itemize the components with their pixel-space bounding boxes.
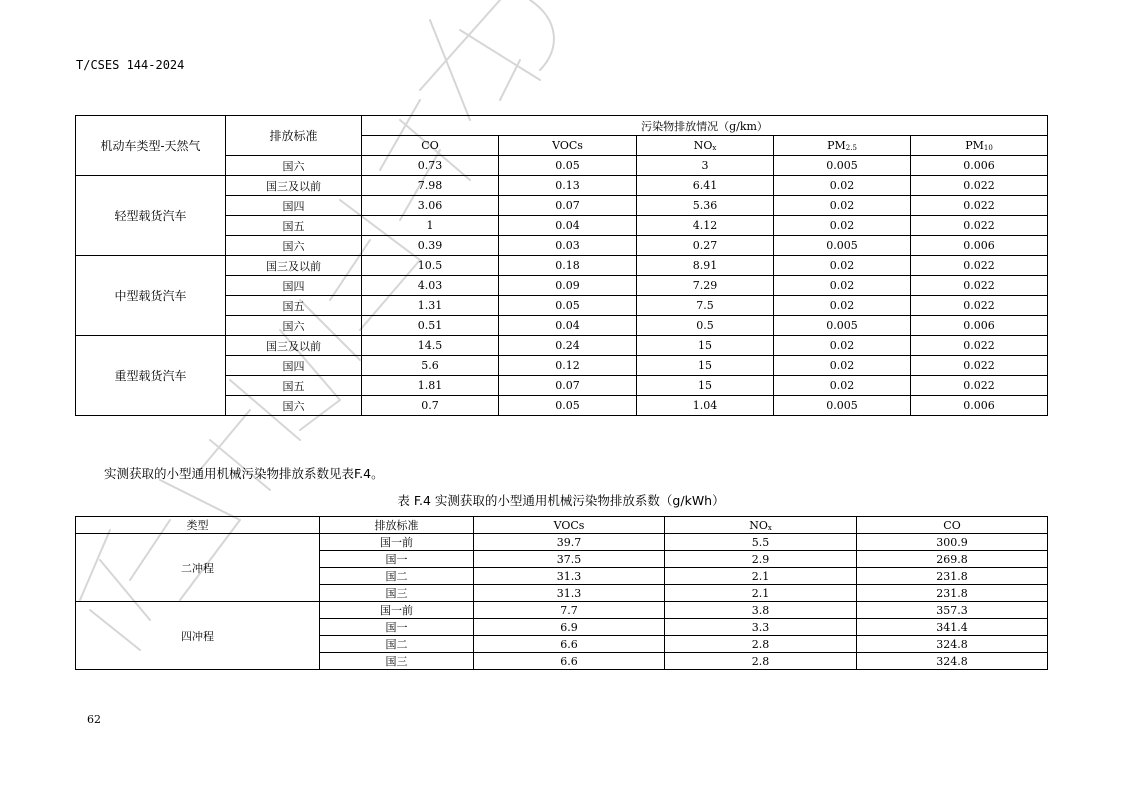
value-cell: 3 [637,156,774,176]
value-cell: 0.73 [362,156,499,176]
value-cell: 0.022 [911,256,1048,276]
value-cell: 1.31 [362,296,499,316]
value-cell: 0.005 [774,396,911,416]
standard-cell: 国五 [226,296,362,316]
value-cell: 0.39 [362,236,499,256]
header-vocs: VOCs [499,136,637,156]
standard-cell: 国六 [226,156,362,176]
value-cell: 6.41 [637,176,774,196]
value-cell: 0.022 [911,276,1048,296]
value-cell: 31.3 [474,568,665,585]
standard-cell: 国二 [320,636,474,653]
header-vocs: VOCs [474,517,665,534]
standard-cell: 国一 [320,551,474,568]
standard-cell: 国四 [226,196,362,216]
value-cell: 7.98 [362,176,499,196]
standard-cell: 国五 [226,216,362,236]
standard-cell: 国六 [226,316,362,336]
engine-type-cell: 二冲程 [76,534,320,602]
value-cell: 300.9 [857,534,1048,551]
value-cell: 0.006 [911,236,1048,256]
value-cell: 6.9 [474,619,665,636]
standard-cell: 国一前 [320,534,474,551]
header-standard: 排放标准 [320,517,474,534]
value-cell: 4.03 [362,276,499,296]
value-cell: 15 [637,376,774,396]
value-cell: 2.8 [665,653,857,670]
value-cell: 0.02 [774,216,911,236]
value-cell: 0.13 [499,176,637,196]
value-cell: 0.02 [774,196,911,216]
value-cell: 7.7 [474,602,665,619]
value-cell: 0.04 [499,316,637,336]
header-co: CO [857,517,1048,534]
header-emission-group: 污染物排放情况（g/km） [362,116,1048,136]
value-cell: 0.02 [774,336,911,356]
value-cell: 0.02 [774,256,911,276]
value-cell: 0.022 [911,216,1048,236]
value-cell: 7.29 [637,276,774,296]
value-cell: 0.07 [499,376,637,396]
intro-paragraph: 实测获取的小型通用机械污染物排放系数见表F.4。 [104,466,384,481]
header-vehicle-type: 机动车类型-天然气 [76,116,226,176]
value-cell: 0.02 [774,376,911,396]
value-cell: 2.8 [665,636,857,653]
value-cell: 0.02 [774,276,911,296]
value-cell: 0.022 [911,376,1048,396]
value-cell: 0.03 [499,236,637,256]
value-cell: 0.02 [774,176,911,196]
vehicle-type-cell: 重型载货汽车 [76,336,226,416]
value-cell: 7.5 [637,296,774,316]
value-cell: 357.3 [857,602,1048,619]
value-cell: 1.04 [637,396,774,416]
value-cell: 231.8 [857,568,1048,585]
pm10-sub: 10 [983,144,993,152]
nox-sub: x [767,523,772,532]
header-co: CO [362,136,499,156]
standard-cell: 国三 [320,653,474,670]
value-cell: 341.4 [857,619,1048,636]
standard-cell: 国三及以前 [226,176,362,196]
value-cell: 31.3 [474,585,665,602]
table-caption: 表 F.4 实测获取的小型通用机械污染物排放系数（g/kWh） [397,493,725,508]
standard-cell: 国三及以前 [226,256,362,276]
value-cell: 0.12 [499,356,637,376]
value-cell: 0.005 [774,156,911,176]
value-cell: 324.8 [857,636,1048,653]
engine-type-cell: 四冲程 [76,602,320,670]
nox-base: NO [749,518,768,532]
table-row [76,256,1048,276]
header-standard: 排放标准 [226,116,362,156]
value-cell: 15 [637,336,774,356]
standard-cell: 国一前 [320,602,474,619]
document-id: T/CSES 144-2024 [76,58,185,72]
value-cell: 0.006 [911,156,1048,176]
value-cell: 2.9 [665,551,857,568]
value-cell: 3.8 [665,602,857,619]
value-cell: 0.02 [774,296,911,316]
value-cell: 3.06 [362,196,499,216]
value-cell: 1 [362,216,499,236]
pm25-base: PM [827,139,846,152]
standard-cell: 国三及以前 [226,336,362,356]
value-cell: 5.36 [637,196,774,216]
value-cell: 4.12 [637,216,774,236]
value-cell: 0.5 [637,316,774,336]
value-cell: 6.6 [474,653,665,670]
value-cell: 0.27 [637,236,774,256]
table-row [76,534,1048,551]
nox-sub: x [712,144,717,152]
value-cell: 6.6 [474,636,665,653]
value-cell: 37.5 [474,551,665,568]
value-cell: 0.09 [499,276,637,296]
value-cell: 231.8 [857,585,1048,602]
value-cell: 0.022 [911,336,1048,356]
value-cell: 14.5 [362,336,499,356]
value-cell: 0.04 [499,216,637,236]
standard-cell: 国三 [320,585,474,602]
value-cell: 0.006 [911,316,1048,336]
value-cell: 0.022 [911,296,1048,316]
value-cell: 5.5 [665,534,857,551]
value-cell: 3.3 [665,619,857,636]
standard-cell: 国五 [226,376,362,396]
value-cell: 1.81 [362,376,499,396]
header-nox [637,136,774,156]
value-cell: 0.005 [774,316,911,336]
value-cell: 0.07 [499,196,637,216]
header-pm10 [911,136,1048,156]
value-cell: 2.1 [665,568,857,585]
standard-cell: 国二 [320,568,474,585]
value-cell: 0.18 [499,256,637,276]
vehicle-type-cell: 轻型载货汽车 [76,176,226,256]
pm25-sub: 2.5 [845,144,857,152]
value-cell: 10.5 [362,256,499,276]
value-cell: 0.005 [774,236,911,256]
value-cell: 2.1 [665,585,857,602]
nox-base: NO [693,139,713,152]
pm10-base: PM [965,139,984,152]
page-number: 62 [87,713,101,726]
table-row [76,336,1048,356]
emission-table-gkwh [75,516,1048,670]
value-cell: 0.022 [911,356,1048,376]
standard-cell: 国四 [226,356,362,376]
header-pm25 [774,136,911,156]
value-cell: 0.51 [362,316,499,336]
vehicle-type-cell: 中型载货汽车 [76,256,226,336]
standard-cell: 国一 [320,619,474,636]
header-type: 类型 [76,517,320,534]
value-cell: 0.022 [911,176,1048,196]
value-cell: 324.8 [857,653,1048,670]
value-cell: 15 [637,356,774,376]
header-nox [665,517,857,534]
standard-cell: 国四 [226,276,362,296]
value-cell: 0.05 [499,396,637,416]
value-cell: 0.05 [499,296,637,316]
value-cell: 269.8 [857,551,1048,568]
standard-cell: 国六 [226,236,362,256]
table-row [76,602,1048,619]
value-cell: 0.7 [362,396,499,416]
standard-cell: 国六 [226,396,362,416]
value-cell: 0.006 [911,396,1048,416]
value-cell: 8.91 [637,256,774,276]
value-cell: 5.6 [362,356,499,376]
value-cell: 0.022 [911,196,1048,216]
value-cell: 0.02 [774,356,911,376]
value-cell: 39.7 [474,534,665,551]
emission-table-gkm [75,115,1048,416]
value-cell: 0.24 [499,336,637,356]
value-cell: 0.05 [499,156,637,176]
table-row [76,176,1048,196]
